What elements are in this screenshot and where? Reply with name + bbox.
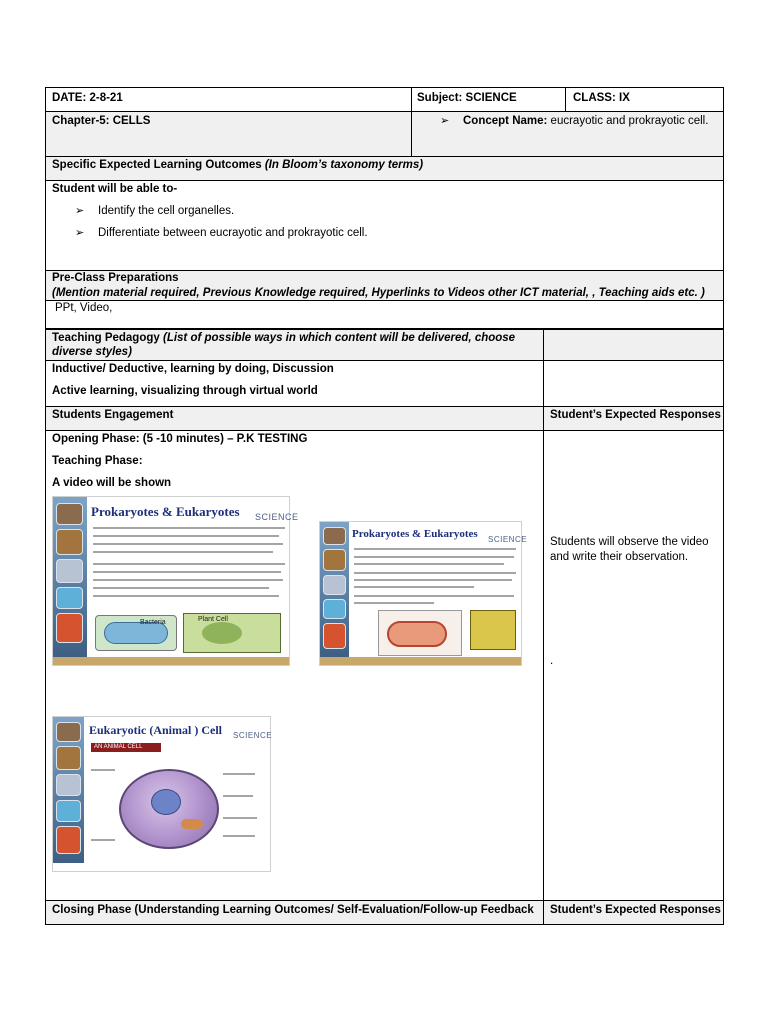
slide-text-line — [93, 527, 285, 529]
slide-side-strip — [53, 717, 84, 863]
outcomes-heading: Specific Expected Learning Outcomes (In Bloom’s taxonomy terms) — [52, 159, 424, 171]
slide-text-line — [354, 586, 474, 588]
label-line — [223, 773, 255, 775]
plant-cell-label: Plant Cell — [198, 616, 228, 623]
slide-thumb — [323, 623, 346, 649]
response-dot: . — [550, 655, 554, 667]
slide-text-line — [93, 535, 279, 537]
bacteria-image — [95, 615, 177, 651]
slide-text-line — [93, 579, 283, 581]
slide-thumb — [56, 503, 83, 525]
outcomes-intro: Student will be able to- — [52, 183, 178, 195]
teaching-phase: Teaching Phase: — [52, 455, 143, 467]
slide-science-tag: SCIENCE — [233, 731, 273, 740]
outcome-item: Differentiate between eucrayotic and prokrayotic cell. — [98, 227, 368, 239]
slide-thumb — [323, 549, 346, 571]
slide-thumb — [56, 826, 81, 854]
prokaryote-diagram — [378, 610, 462, 656]
slide-image-prokaryotes-1 — [52, 496, 299, 666]
chapter-cell — [45, 111, 412, 157]
slide-text-line — [354, 595, 514, 597]
pedagogy-side-content-cell — [543, 360, 724, 407]
slide-text-line — [93, 551, 273, 553]
slide-text-line — [354, 556, 514, 558]
slide-text-line — [93, 571, 281, 573]
slide-image-animal-cell — [52, 716, 271, 872]
preclass-heading: Pre-Class Preparations — [52, 272, 179, 284]
arrow-bullet-icon: ➢ — [75, 227, 85, 239]
response-line2: and write their observation. — [550, 551, 689, 563]
outcomes-body-cell — [45, 180, 724, 271]
label-line — [91, 769, 115, 771]
outcome-item: Identify the cell organelles. — [98, 205, 235, 217]
slide-thumb — [56, 722, 81, 742]
slide-thumb — [56, 559, 83, 583]
plant-cell-image — [183, 613, 281, 653]
preclass-heading-cell — [45, 270, 724, 301]
slide-text-line — [354, 602, 434, 604]
plant-cell-nucleus — [202, 622, 242, 644]
slide-text-line — [93, 563, 285, 565]
slide-thumb — [323, 527, 346, 545]
closing-responses-heading: Student’s Expected Responses — [550, 904, 721, 916]
responses-body-cell — [543, 430, 724, 901]
prokaryote-cell-shape — [387, 621, 447, 647]
preclass-content-cell — [45, 300, 724, 329]
nucleus-shape — [151, 789, 181, 815]
opening-phase: Opening Phase: (5 -10 minutes) – P.K TESTING — [52, 433, 308, 445]
slide-title: Prokaryotes & Eukaryotes — [352, 528, 478, 540]
slide-thumb — [56, 587, 83, 609]
closing-heading-cell — [45, 900, 544, 925]
responses-heading: Student’s Expected Responses — [550, 409, 721, 421]
micrograph-image — [470, 610, 516, 650]
slide-thumb — [56, 613, 83, 643]
animal-cell-diagram — [119, 769, 219, 849]
bacteria-label: Bacteria — [140, 619, 166, 626]
outcomes-heading-cell — [45, 156, 724, 181]
pedagogy-heading-line2: diverse styles) — [52, 346, 132, 358]
slide-side-strip — [320, 522, 349, 657]
arrow-bullet-icon: ➢ — [440, 115, 450, 127]
pedagogy-heading-cell — [45, 329, 544, 361]
slide-text-line — [93, 595, 279, 597]
closing-responses-cell — [543, 900, 724, 925]
class-cell — [565, 87, 724, 112]
slide-text-line — [354, 563, 504, 565]
date-text: DATE: 2-8-21 — [52, 92, 123, 104]
label-line — [223, 817, 257, 819]
closing-heading: Closing Phase (Understanding Learning Outcomes/ Self-Evaluation/Follow-up Feedback — [52, 904, 534, 916]
slide-thumb — [56, 529, 83, 555]
slide-text-line — [354, 572, 516, 574]
arrow-bullet-icon: ➢ — [75, 205, 85, 217]
slide-thumb — [56, 800, 81, 822]
slide-image-prokaryotes-2 — [319, 521, 528, 666]
slide-thumb — [56, 774, 81, 796]
slide-bottom-bar — [53, 657, 289, 665]
class-text: CLASS: IX — [573, 92, 630, 104]
slide-science-tag: SCIENCE — [255, 512, 299, 522]
slide-title: Prokaryotes & Eukaryotes — [91, 504, 240, 519]
label-line — [223, 835, 255, 837]
slide-text-line — [93, 587, 269, 589]
engagement-heading-cell — [45, 406, 544, 431]
slide-text-line — [354, 548, 516, 550]
slide-side-strip — [53, 497, 87, 657]
pedagogy-line2: Active learning, visualizing through virtual world — [52, 385, 318, 397]
label-line — [91, 839, 115, 841]
response-line1: Students will observe the video — [550, 536, 709, 548]
date-cell — [45, 87, 412, 112]
slide-title: Eukaryotic (Animal ) Cell — [89, 723, 222, 737]
slide-text-line — [354, 579, 512, 581]
label-line — [223, 795, 253, 797]
video-note: A video will be shown — [52, 477, 172, 489]
slide-thumb — [323, 575, 346, 595]
slide-caption: AN ANIMAL CELL — [94, 744, 143, 750]
responses-heading-cell — [543, 406, 724, 431]
chapter-text: Chapter-5: CELLS — [52, 115, 151, 127]
subject-cell — [411, 87, 566, 112]
preclass-content: PPt, Video, — [55, 302, 113, 314]
slide-thumb — [323, 599, 346, 619]
slide-science-tag: SCIENCE — [488, 535, 528, 544]
slide-bottom-bar — [320, 657, 521, 665]
pedagogy-content-cell — [45, 360, 544, 407]
slide-caption-bar — [91, 743, 161, 752]
pedagogy-side-cell — [543, 329, 724, 361]
slide-text-line — [93, 543, 283, 545]
concept-cell — [411, 111, 724, 157]
concept-text: Concept Name: eucrayotic and prokrayotic cell. — [463, 115, 709, 127]
engagement-heading: Students Engagement — [52, 409, 174, 421]
subject-text: Subject: SCIENCE — [417, 92, 517, 104]
pedagogy-line1: Inductive/ Deductive, learning by doing, Discussion — [52, 363, 334, 375]
pedagogy-heading-line1: Teaching Pedagogy (List of possible ways in which content will be delivered, choose — [52, 332, 516, 344]
mitochondrion-shape — [181, 819, 203, 829]
preclass-subheading: (Mention material required, Previous Knowledge required, Hyperlinks to Videos other ICT material, , Teaching aids etc. ) — [52, 287, 705, 299]
slide-thumb — [56, 746, 81, 770]
